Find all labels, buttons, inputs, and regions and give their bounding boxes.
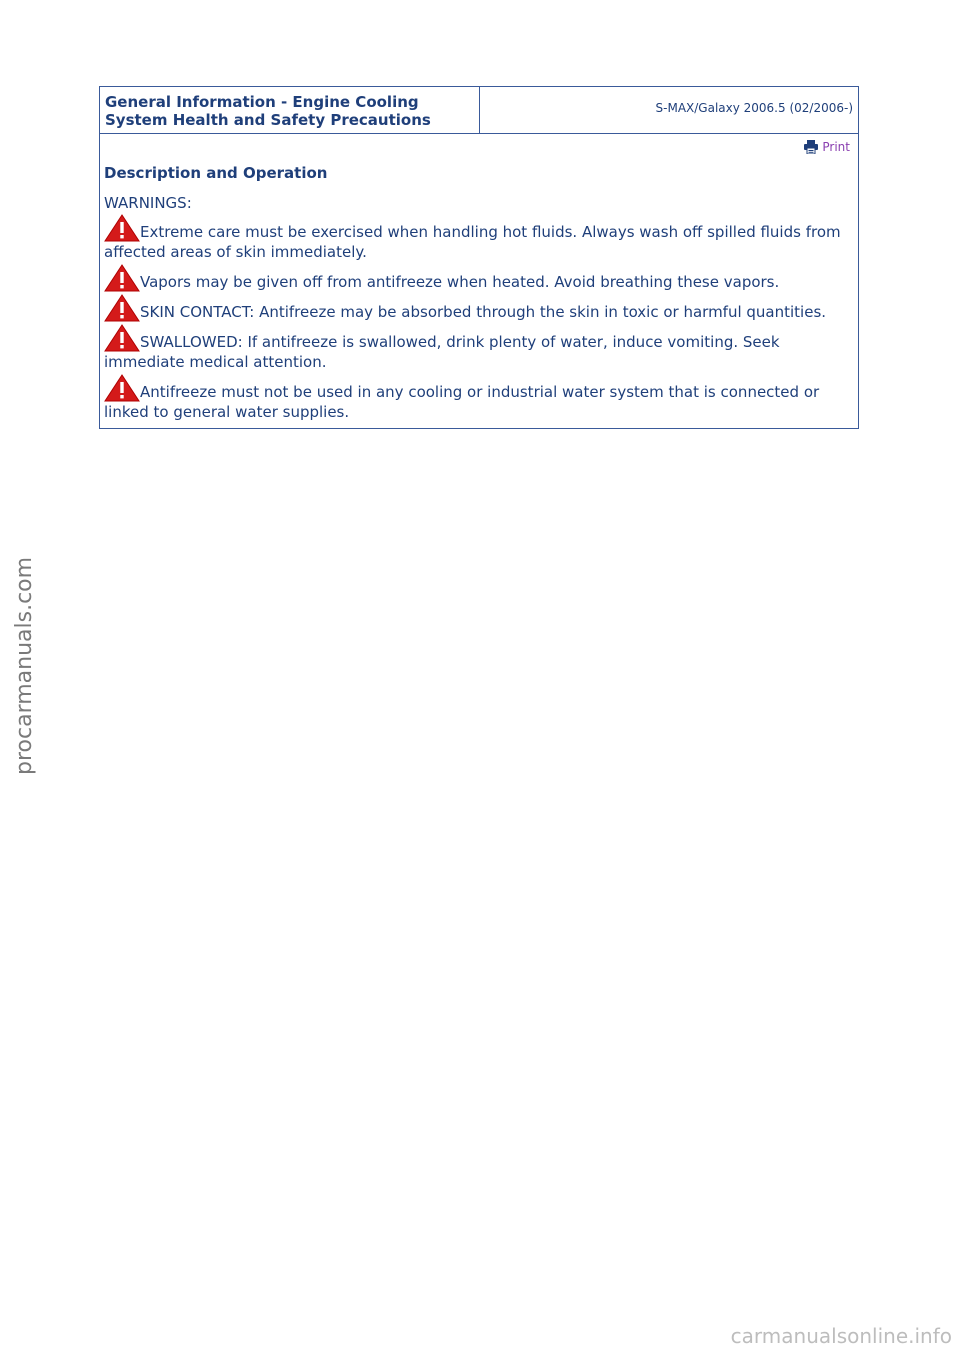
warning-triangle-icon (104, 324, 140, 357)
warning-text: Vapors may be given off from antifreeze when heated. Avoid breathing these vapors. (140, 273, 780, 291)
warnings-label: WARNINGS: (104, 194, 192, 212)
document-title (100, 87, 480, 133)
warnings-list (104, 222, 854, 422)
warning-triangle-icon (104, 264, 140, 297)
document-panel (99, 86, 859, 429)
title-line-2: System Health and Safety Precautions (105, 111, 431, 129)
warning-item (104, 302, 854, 322)
warning-text: Antifreeze must not be used in any cooling or industrial water system that is connected or linked to general water supplies. (104, 383, 820, 421)
warning-text: Extreme care must be exercised when handling hot fluids. Always wash off spilled fluids from affected areas of skin immediately. (104, 223, 841, 261)
print-label: Print (822, 140, 850, 154)
warning-item (104, 382, 854, 422)
side-watermark: procarmanuals.com (12, 556, 37, 775)
title-line-1: General Information - Engine Cooling (105, 93, 419, 111)
warning-triangle-icon (104, 214, 140, 247)
warning-item (104, 222, 854, 262)
warning-triangle-icon (104, 374, 140, 407)
print-button[interactable] (803, 140, 850, 154)
warning-text: SKIN CONTACT: Antifreeze may be absorbed through the skin in toxic or harmful quantities. (140, 303, 827, 321)
bottom-watermark: carmanualsonline.info (730, 1324, 952, 1348)
warning-triangle-icon (104, 294, 140, 327)
document-content (100, 134, 858, 428)
vehicle-model: S-MAX/Galaxy 2006.5 (02/2006-) (655, 101, 853, 115)
warning-item (104, 272, 854, 292)
section-title: Description and Operation (104, 164, 328, 182)
warning-item (104, 332, 854, 372)
printer-icon (803, 140, 819, 154)
document-header (100, 87, 858, 134)
warning-text: SWALLOWED: If antifreeze is swallowed, drink plenty of water, induce vomiting. Seek immediate medical attention. (104, 333, 780, 371)
